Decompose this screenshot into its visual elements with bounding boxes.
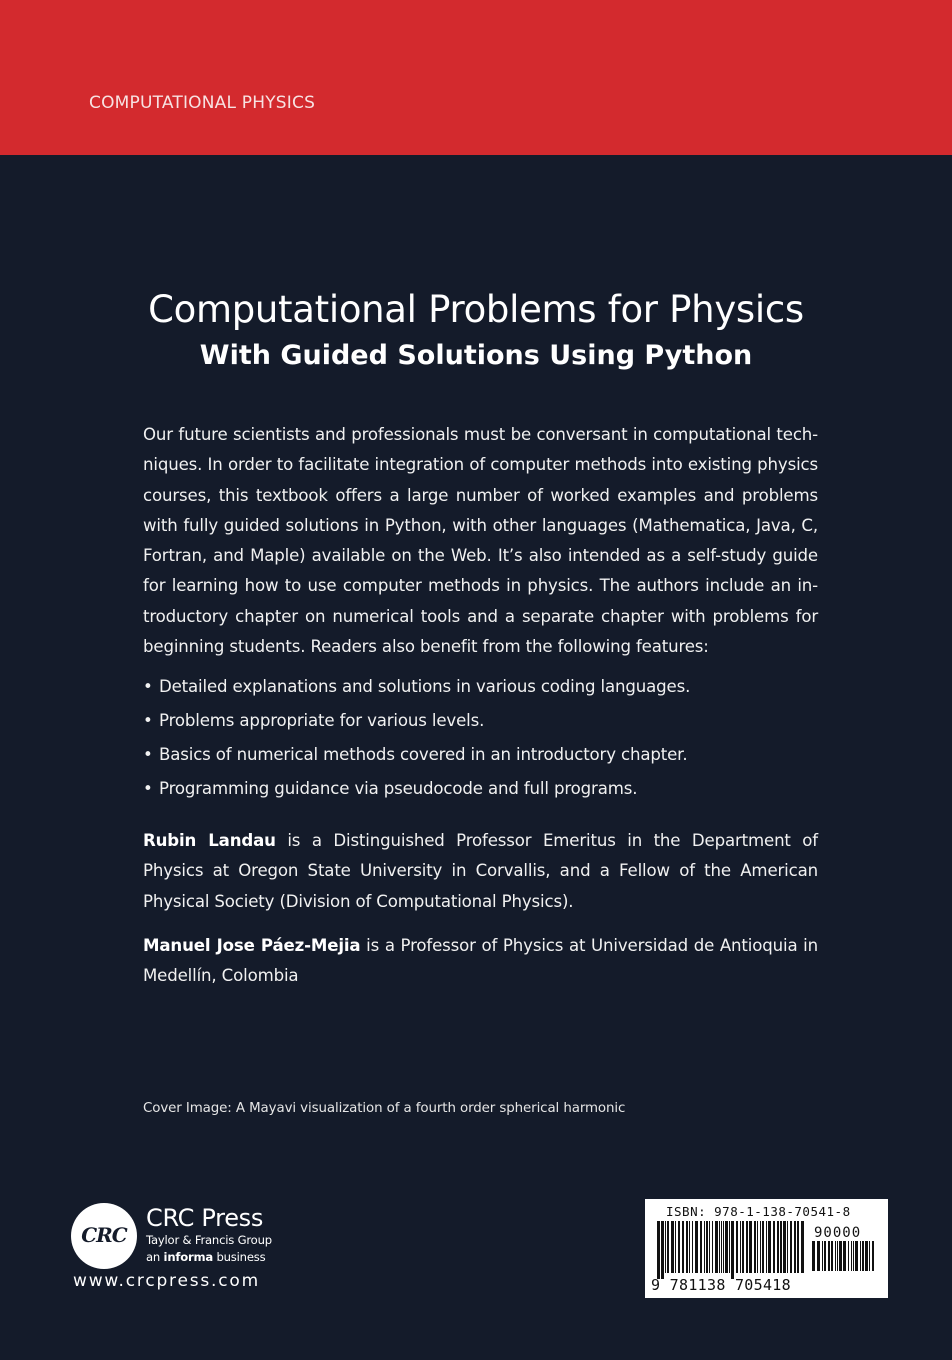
book-subtitle: With Guided Solutions Using Python xyxy=(199,340,753,371)
bullet-icon: • xyxy=(143,711,153,730)
barcode-bar xyxy=(797,1221,799,1273)
barcode-bar xyxy=(812,1241,815,1271)
publisher-group: Taylor & Francis Group xyxy=(146,1233,272,1247)
author-bio-landau xyxy=(143,826,818,917)
barcode-bar xyxy=(689,1221,690,1273)
bullet-icon: • xyxy=(143,779,153,798)
barcode-bar xyxy=(700,1221,702,1273)
author-bio-paez-mejia xyxy=(143,931,818,992)
barcode-bar xyxy=(661,1221,664,1279)
barcode-bar xyxy=(762,1221,764,1273)
barcode-bar xyxy=(746,1221,748,1273)
barcode-bar xyxy=(862,1241,864,1271)
barcode-bar xyxy=(709,1221,710,1273)
barcode-bar xyxy=(766,1221,767,1273)
barcode-bar xyxy=(824,1241,826,1271)
barcode-bar xyxy=(872,1241,874,1271)
publisher-name: CRC Press xyxy=(146,1204,264,1232)
price-code: 90000 xyxy=(814,1225,862,1241)
feature-text: Basics of numerical methods covered in an introductory chapter. xyxy=(159,745,688,764)
book-title: Computational Problems for Physics xyxy=(148,288,804,331)
barcode-bar xyxy=(675,1221,676,1273)
barcode-bar xyxy=(671,1221,674,1273)
bullet-icon: • xyxy=(143,677,153,696)
barcode-bar xyxy=(853,1241,854,1271)
author-name: Manuel Jose Páez-Mejia xyxy=(143,936,361,955)
feature-text: Programming guidance via pseudocode and full programs. xyxy=(159,779,638,798)
barcode-bar xyxy=(843,1241,846,1271)
barcode-bar xyxy=(686,1221,688,1273)
author-bio-text: is a Distinguished Professor Emeritus in the Department of Physics at Oregon State University in Corvallis, and a Fellow of the American Physical Society (Division of Computational Physics). xyxy=(143,831,819,911)
barcode-bar xyxy=(837,1241,838,1271)
barcode-digits: 9 781138 705418 xyxy=(651,1276,791,1294)
barcode-bar xyxy=(831,1241,833,1271)
series-label: COMPUTATIONAL PHYSICS xyxy=(89,93,316,113)
barcode-bar xyxy=(787,1221,788,1273)
barcode-bar xyxy=(721,1221,722,1273)
barcode-bar xyxy=(773,1221,775,1273)
barcode-bar xyxy=(860,1241,861,1271)
barcode-bar xyxy=(695,1221,698,1273)
barcode-bar xyxy=(742,1221,744,1273)
barcode-bar xyxy=(768,1221,771,1273)
barcode-bar xyxy=(725,1221,728,1273)
bullet-icon: • xyxy=(143,745,153,764)
barcode-bar xyxy=(869,1241,870,1271)
barcode-bar xyxy=(731,1221,734,1279)
barcode-bar xyxy=(757,1221,758,1273)
cover-image-credit: Cover Image: A Mayavi visualization of a fourth order spherical harmonic xyxy=(143,1101,626,1116)
barcode-bar xyxy=(822,1241,823,1271)
barcode-bar xyxy=(704,1221,705,1273)
barcode-bar xyxy=(723,1221,724,1273)
barcode-bar xyxy=(678,1221,680,1273)
barcode-bar xyxy=(794,1221,796,1273)
barcode-bar xyxy=(835,1241,836,1271)
barcode-bar xyxy=(801,1221,804,1273)
barcode-bar xyxy=(817,1241,820,1271)
feature-list xyxy=(143,674,823,810)
barcode-bar xyxy=(729,1221,730,1273)
book-description: Our future scientists and professionals must be conversant in computational tech-niques. In order to facilitate integration of computer methods into existing physics courses, this textbook offers a large number of worked examples and problems with fully guided solutions in Python, with other languages (Mathematica, Java, C, Fortran, and Maple) available on the Web. It’s also intended as a self-study guide for learning how to use computer methods in physics. The authors include an in-troductory chapter on numerical tools and a separate chapter with problems for beginning students. Readers also benefit from the following features: xyxy=(143,425,818,657)
list-item xyxy=(143,708,823,742)
barcode-bar xyxy=(682,1221,684,1273)
barcode-bar xyxy=(855,1241,858,1271)
barcode-bar xyxy=(777,1221,779,1273)
barcode-bar xyxy=(754,1221,756,1273)
list-item xyxy=(143,776,823,810)
author-bio-text: is a Professor of Physics at Universidad de Antioquia in Medellín, Colombia xyxy=(143,936,818,986)
barcode-bar xyxy=(657,1221,660,1279)
barcode-bar xyxy=(740,1221,741,1273)
barcode-bar xyxy=(865,1241,868,1271)
barcode-bar xyxy=(851,1241,852,1271)
list-item xyxy=(143,742,823,776)
publisher-tagline: an informa business xyxy=(146,1250,266,1264)
publisher-url: www.crcpress.com xyxy=(73,1271,260,1291)
barcode-bar xyxy=(736,1221,738,1273)
barcode-bar xyxy=(665,1221,666,1273)
barcode-bar xyxy=(706,1221,708,1273)
feature-text: Problems appropriate for various levels. xyxy=(159,711,485,730)
logo-text: CRC xyxy=(81,1223,127,1247)
barcode-bar xyxy=(780,1221,782,1273)
crc-logo-icon xyxy=(71,1203,137,1269)
barcode-bar xyxy=(760,1221,761,1273)
series-band xyxy=(0,0,952,155)
barcode-bar xyxy=(839,1241,842,1271)
barcode-bar xyxy=(828,1241,830,1271)
barcode-bar xyxy=(715,1221,718,1273)
author-name: Rubin Landau xyxy=(143,831,276,850)
barcode-bar xyxy=(692,1221,693,1273)
feature-text: Detailed explanations and solutions in various coding languages. xyxy=(159,677,691,696)
list-item xyxy=(143,674,823,708)
barcode-bar xyxy=(667,1221,669,1273)
barcode-bar xyxy=(749,1221,752,1273)
barcode-icon xyxy=(657,1221,807,1279)
barcode-bar xyxy=(783,1221,786,1273)
isbn-label: ISBN: 978-1-138-70541-8 xyxy=(666,1204,851,1219)
barcode-bar xyxy=(712,1221,713,1273)
barcode-bar xyxy=(848,1241,849,1271)
barcode-bar xyxy=(790,1221,792,1273)
barcode-bar xyxy=(719,1221,720,1273)
barcode-addon-icon xyxy=(812,1241,876,1289)
